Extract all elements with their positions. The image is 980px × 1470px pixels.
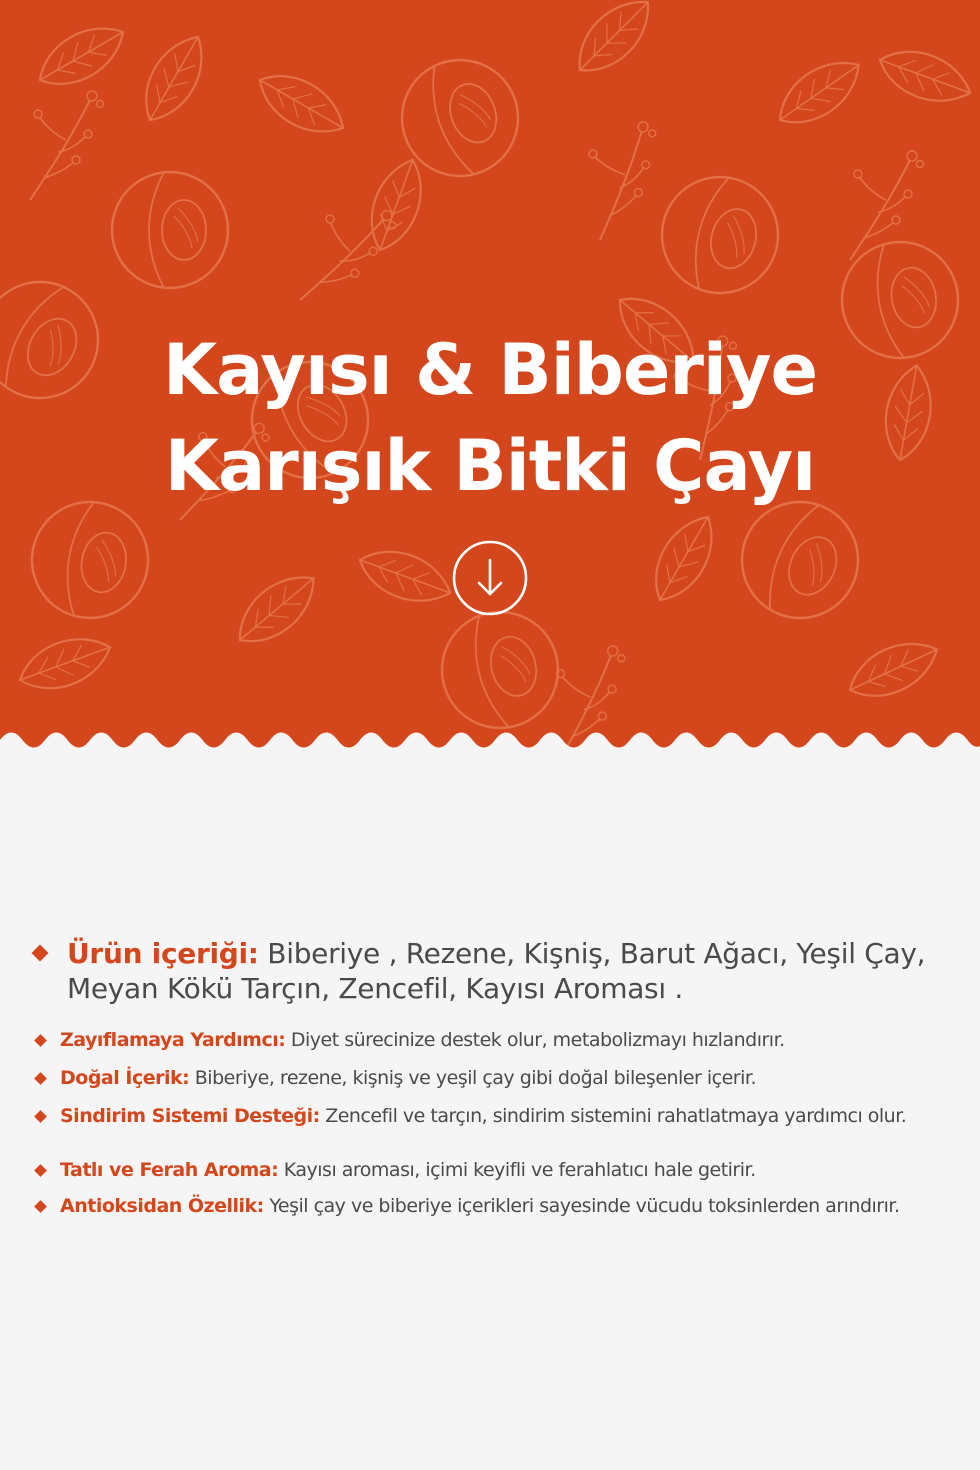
page-title <box>0 322 980 514</box>
ingredients-label: Ürün içeriği: <box>67 937 259 970</box>
feature-item <box>30 1066 960 1090</box>
arrow-down-circle-icon <box>450 540 530 620</box>
title-line-1: Kayısı & Biberiye <box>163 329 817 411</box>
feature-text: Biberiye, rezene, kişniş ve yeşil çay gibi doğal bileşenler içerir. <box>189 1067 756 1089</box>
feature-text: Yeşil çay ve biberiye içerikleri sayesinde vücudu toksinlerden arındırır. <box>263 1195 900 1217</box>
feature-item <box>30 1104 960 1128</box>
diamond-bullet-icon <box>34 1034 47 1047</box>
feature-item <box>30 1158 960 1182</box>
diamond-bullet-icon <box>34 1200 47 1213</box>
feature-item <box>30 1028 960 1052</box>
feature-label: Tatlı ve Ferah Aroma: <box>60 1159 279 1181</box>
diamond-bullet-icon <box>32 945 49 962</box>
feature-label: Zayıflamaya Yardımcı: <box>60 1029 286 1051</box>
feature-label: Doğal İçerik: <box>60 1067 190 1089</box>
title-line-2: Karışık Bitki Çayı <box>164 425 816 507</box>
feature-text: Zencefil ve tarçın, sindirim sistemini rahatlatmaya yardımcı olur. <box>319 1105 907 1127</box>
feature-item <box>30 1194 960 1218</box>
scroll-down-button[interactable] <box>450 540 530 620</box>
diamond-bullet-icon <box>34 1110 47 1123</box>
feature-text: Diyet sürecinize destek olur, metabolizmayı hızlandırır. <box>285 1029 785 1051</box>
ingredients-item <box>30 936 950 1006</box>
product-details <box>0 760 980 1470</box>
feature-label: Antioksidan Özellik: <box>60 1195 264 1217</box>
feature-text: Kayısı aroması, içimi keyifli ve ferahlatıcı hale getirir. <box>278 1159 756 1181</box>
diamond-bullet-icon <box>34 1072 47 1085</box>
diamond-bullet-icon <box>34 1164 47 1177</box>
feature-label: Sindirim Sistemi Desteği: <box>60 1105 320 1127</box>
ingredients-value: Biberiye , Rezene, Kişniş, Barut Ağacı, Yeşil Çay, Meyan Kökü Tarçın, Zencefil, Kayısı Aroması . <box>67 937 926 1005</box>
